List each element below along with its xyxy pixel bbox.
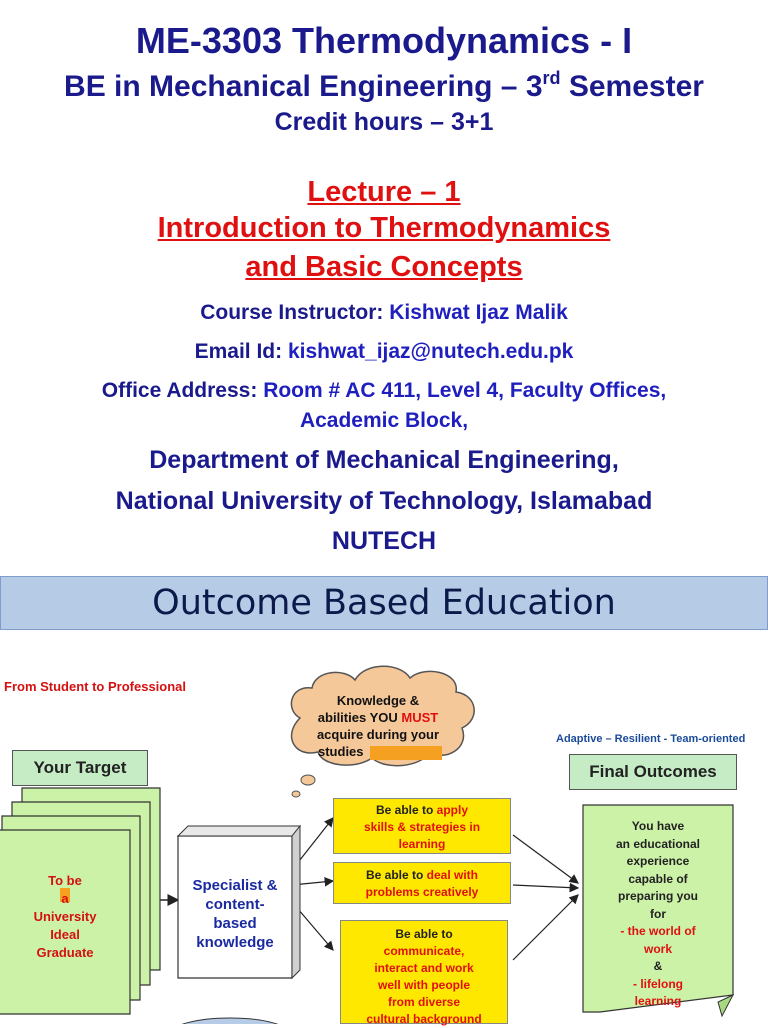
lecture-title-1: Introduction to Thermodynamics [157,212,611,244]
office-line-1: Office Address: Room # AC 411, Level 4, Faculty Offices, [101,379,667,402]
specialist-text: Specialist & content- based knowledge [192,877,278,951]
adaptive-label: Adaptive – Resilient - Team-oriented [556,733,746,745]
instructor-line: Course Instructor: Kishwat Ijaz Malik [200,301,568,324]
office-line-2: Academic Block, [299,409,469,432]
final-outcomes-box: Final Outcomes [569,754,737,790]
course-title: ME-3303 Thermodynamics - I [135,20,633,61]
obe-banner-title: Outcome Based Education [152,583,616,623]
university-short: NUTECH [331,527,437,555]
university: National University of Technology, Islamabad [115,487,653,515]
outcome-doc-text: You have an educational experience capable of preparing you for - the world of work & - lifelong learning [615,819,701,1008]
credit-hours: Credit hours – 3+1 [274,108,494,136]
lecture-title-2: and Basic Concepts [245,251,523,283]
cloud-text: Knowledge & abilities YOU MUST acquire during your studies [316,693,440,759]
skill-box-problems: Be able to deal with problems creatively [333,862,511,904]
skill-box-communicate: Be able to communicate, interact and work well with people from diverse cultural background [340,920,508,1024]
obe-diagram [0,640,768,1024]
department: Department of Mechanical Engineering, [149,446,619,474]
skill-box-apply: Be able to apply skills & strategies in learning [333,798,511,854]
obe-banner [0,576,768,630]
program-line: BE in Mechanical Engineering – 3rd Semester [64,68,704,103]
email-line: Email Id: kishwat_ijaz@nutech.edu.pk [194,340,574,363]
lecture-number: Lecture – 1 [307,176,461,208]
your-target-box: Your Target [12,750,148,786]
from-student-label: From Student to Professional [4,679,187,694]
target-doc-text: To be a University Ideal Graduate [33,873,97,960]
